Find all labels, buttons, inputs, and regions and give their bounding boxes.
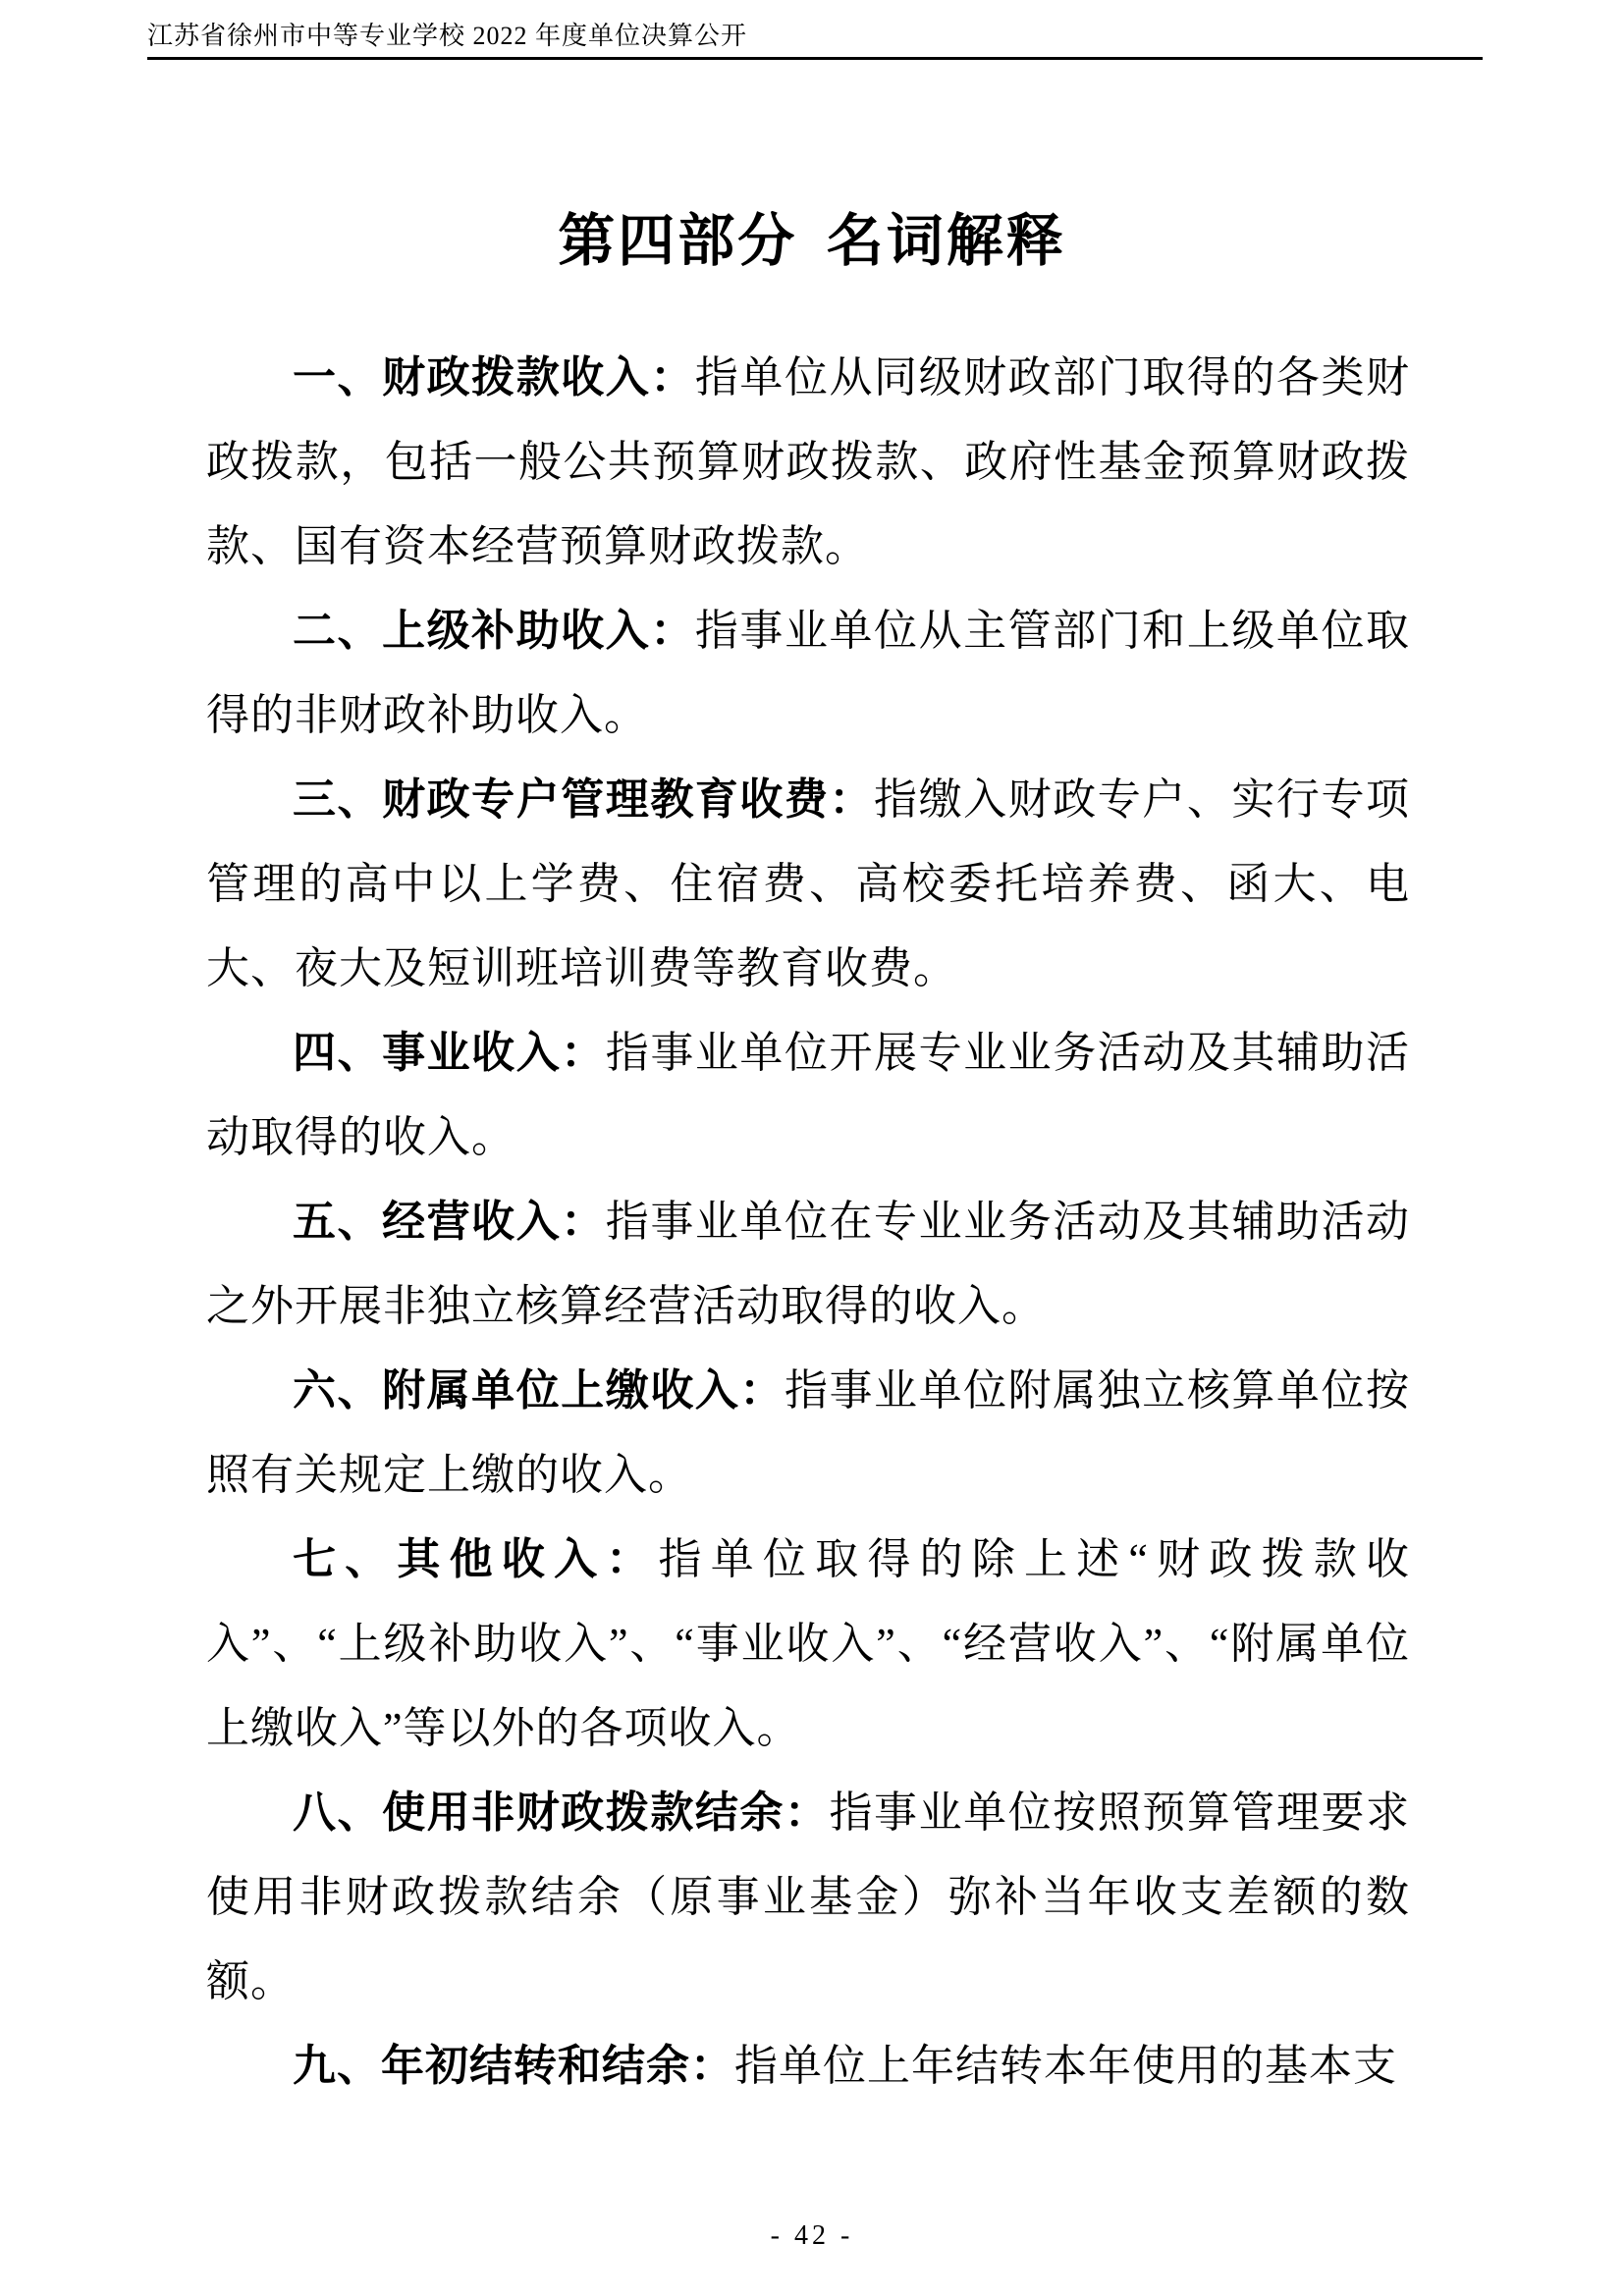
- definition-term: 八、使用非财政拨款结余：: [293, 1789, 830, 1837]
- definition-text: 指事业单位从主管部门和上级单位取得的非财政补助收入。: [206, 607, 1410, 739]
- definition-item: [206, 1771, 1410, 2024]
- header-divider: [147, 57, 1483, 60]
- definition-text: 指事业单位开展专业业务活动及其辅助活动取得的收入。: [206, 1029, 1411, 1161]
- definition-item: [206, 758, 1410, 1011]
- definition-term: 四、事业收入：: [293, 1029, 606, 1077]
- definition-term: 三、财政专户管理教育收费：: [293, 775, 875, 824]
- definition-text: 指单位上年结转本年使用的基本支: [734, 2042, 1397, 2090]
- definition-item: [206, 1349, 1410, 1518]
- definition-term: 六、附属单位上缴收入：: [293, 1366, 785, 1415]
- header-text: 江苏省徐州市中等专业学校 2022 年度单位决算公开: [147, 22, 748, 50]
- page-number: - 42 -: [770, 2220, 854, 2251]
- definition-text: 指缴入财政专户、实行专项管理的高中以上学费、住宿费、高校委托培养费、函大、电大、夜大及短训班培训费等教育收费。: [206, 775, 1411, 992]
- definition-item: [206, 589, 1410, 758]
- section-title: 第四部分 名词解释: [558, 209, 1066, 273]
- definition-text: 指单位从同级财政部门取得的各类财政拨款，包括一般公共预算财政拨款、政府性基金预算财政拨款、国有资本经营预算财政拨款。: [206, 353, 1410, 570]
- definition-item: [206, 336, 1410, 589]
- page-footer: [0, 2220, 1624, 2252]
- definition-item: [206, 1180, 1410, 1349]
- definition-text: 指事业单位附属独立核算单位按照有关规定上缴的收入。: [206, 1366, 1411, 1499]
- definitions-list: [206, 336, 1410, 2109]
- definition-term: 五、经营收入：: [293, 1198, 606, 1246]
- definition-term: 七、其他收入：: [293, 1535, 659, 1583]
- definition-term: 二、上级补助收入：: [293, 607, 695, 655]
- definition-term: 一、财政拨款收入：: [293, 353, 695, 401]
- definition-item: [206, 2024, 1410, 2109]
- definition-term: 九、年初结转和结余：: [293, 2042, 734, 2090]
- definition-item: [206, 1011, 1410, 1180]
- definition-text: 指事业单位按照预算管理要求使用非财政拨款结余（原事业基金）弥补当年收支差额的数额。: [206, 1789, 1410, 2005]
- definition-item: [206, 1518, 1410, 1771]
- definition-text: 指单位取得的除上述“财政拨款收入”、“上级补助收入”、“事业收入”、“经营收入”、“附属单位上缴收入”等以外的各项收入。: [206, 1535, 1411, 1752]
- definition-text: 指事业单位在专业业务活动及其辅助活动之外开展非独立核算经营活动取得的收入。: [206, 1198, 1411, 1330]
- page-header: [147, 20, 1483, 53]
